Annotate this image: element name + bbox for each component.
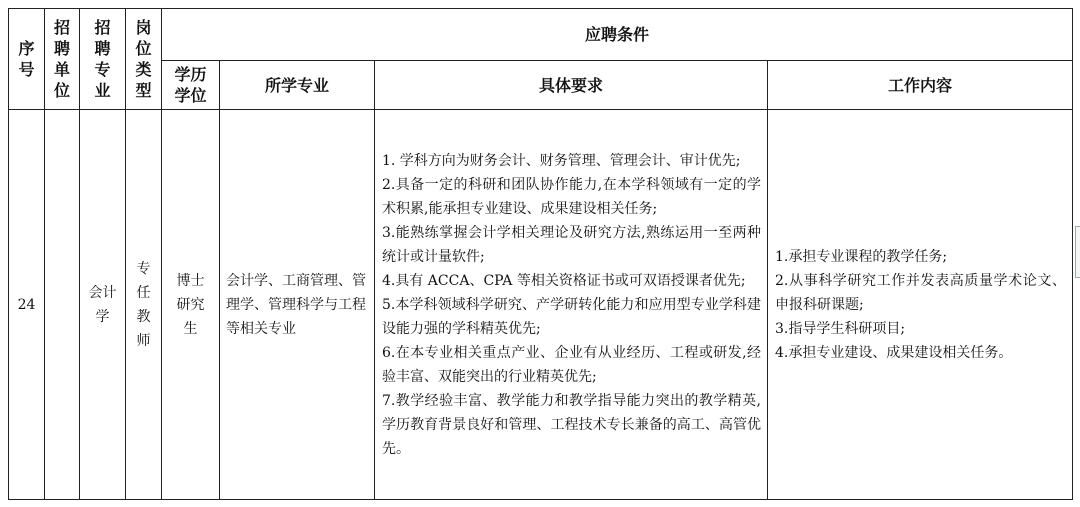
- header-conditions: 应聘条件: [162, 9, 1073, 61]
- requirement-item: 7.教学经验丰富、教学能力和教学指导能力突出的教学精英,学历教育背景良好和管理、工程技术专长兼备的高工、高管优先。: [382, 392, 761, 457]
- header-work-content: 工作内容: [768, 61, 1073, 110]
- cell-unit: [45, 110, 80, 500]
- cell-degree: 博士研究生: [162, 110, 220, 500]
- work-item: 3.指导学生科研项目;: [775, 320, 906, 337]
- requirement-item: 2.具备一定的科研和团队协作能力,在本学科领域有一定的学术积累,能承担专业建设、成果建设相关任务;: [382, 176, 761, 217]
- header-studied-major: 所学专业: [220, 61, 375, 110]
- cell-work-content: [768, 110, 1073, 500]
- work-item: 2.从事科学研究工作并发表高质量学术论文、申报科研课题;: [775, 272, 1067, 313]
- side-edge-tab: [1075, 226, 1080, 278]
- recruitment-table: [8, 8, 1073, 500]
- header-degree: 学历学位: [162, 61, 220, 110]
- cell-studied-major: 会计学、工商管理、管理学、管理科学与工程等相关专业: [220, 110, 375, 500]
- requirement-item: 6.在本专业相关重点产业、企业有从业经历、工程或研发,经验丰富、双能突出的行业精英优先;: [382, 344, 761, 385]
- header-major: 招聘专业: [80, 9, 126, 110]
- work-content-list: [768, 243, 1072, 367]
- work-item: 1.承担专业课程的教学任务;: [775, 248, 948, 265]
- requirements-list: [375, 147, 767, 463]
- requirement-item: 5.本学科领域科学研究、产学研转化能力和应用型专业学科建设能力强的学科精英优先;: [382, 296, 761, 337]
- header-post-type: 岗位类型: [126, 9, 162, 110]
- cell-post-type: 专任教师: [126, 110, 162, 500]
- cell-seq: 24: [9, 110, 45, 500]
- requirement-item: 3.能熟练掌握会计学相关理论及研究方法,熟练运用一至两种统计或计量软件;: [382, 224, 761, 265]
- header-requirements: 具体要求: [375, 61, 768, 110]
- cell-major: 会计学: [80, 110, 126, 500]
- cell-requirements: [375, 110, 768, 500]
- header-seq: 序号: [9, 9, 45, 110]
- work-item: 4.承担专业建设、成果建设相关任务。: [775, 344, 1013, 361]
- requirement-item: 4.具有 ACCA、CPA 等相关资格证书或可双语授课者优先;: [382, 272, 746, 289]
- requirement-item: 1. 学科方向为财务会计、财务管理、管理会计、审计优先;: [382, 152, 741, 169]
- header-unit: 招聘单位: [45, 9, 80, 110]
